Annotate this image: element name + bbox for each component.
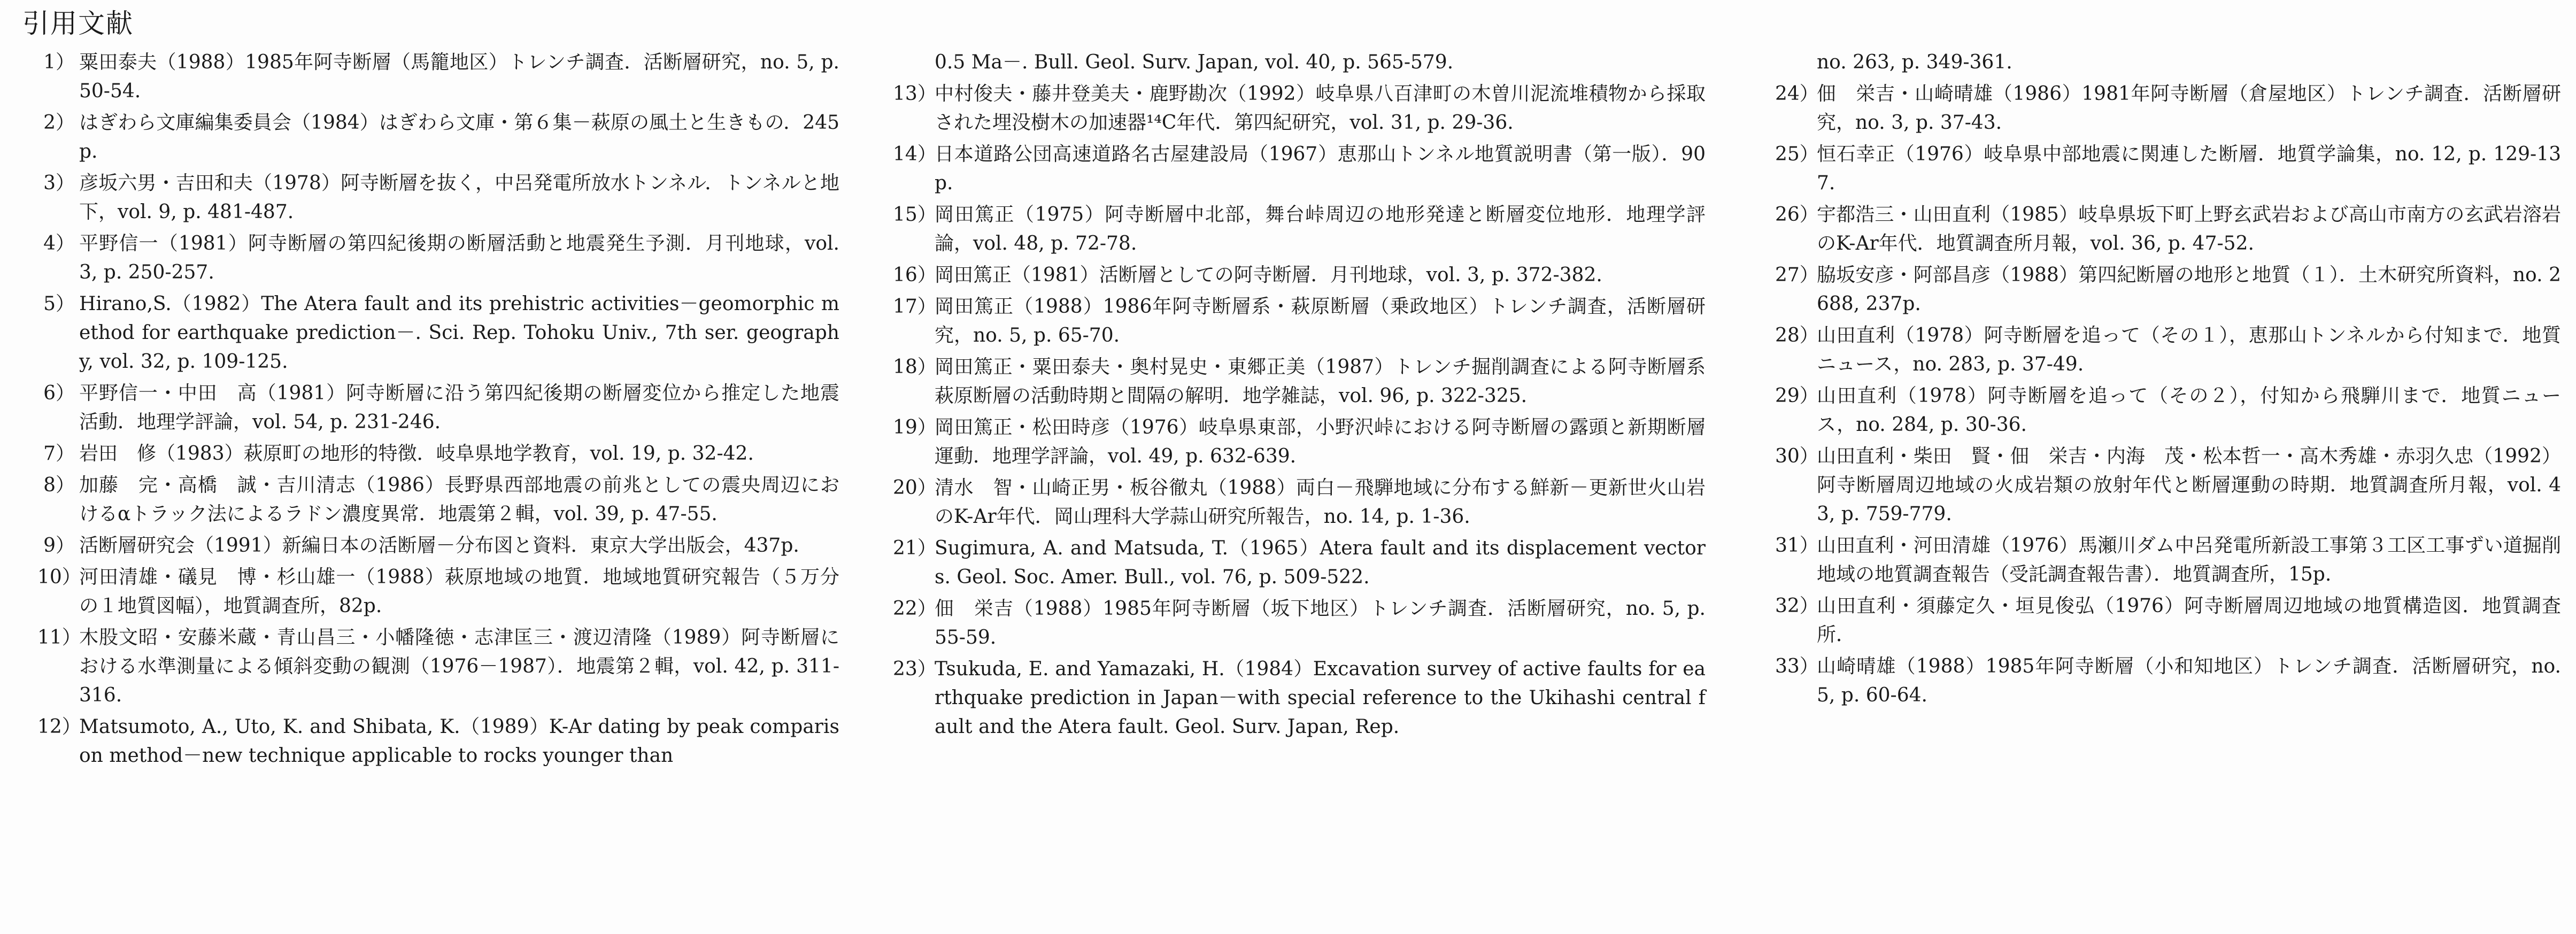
reference-entry	[37, 379, 839, 437]
reference-entry	[1775, 261, 2561, 319]
reference-entry	[37, 109, 839, 166]
reference-text: はぎわら文庫編集委員会（1984）はぎわら文庫・第６集－萩原の風土と生きもの．245p.	[79, 112, 840, 163]
reference-text: 平野信一（1981）阿寺断層の第四紀後期の断層活動と地震発生予測．月刊地球，vol. 3, p. 250-257.	[79, 233, 839, 283]
reference-text: 清水 智・山崎正男・板谷徹丸（1988）両白－飛騨地域に分布する鮮新－更新世火山岩のK-Ar年代．岡山理科大学蒜山研究所報告，no. 14, p. 1-36.	[935, 477, 1706, 528]
reference-number: 20）	[893, 477, 937, 499]
reference-number: 9）	[43, 535, 75, 557]
reference-text: 宇都浩三・山田直利（1985）岐阜県坂下町上野玄武岩および高山市南方の玄武岩溶岩のK-Ar年代．地質調査所月報，vol. 36, p. 47-52.	[1817, 204, 2561, 254]
reference-number: 3）	[43, 172, 75, 194]
reference-entry-continued	[1775, 48, 2561, 77]
reference-text: 加藤 完・高橋 誠・吉川清志（1986）長野県西部地震の前兆としての震央周辺におけるαトラック法によるラドン濃度異常．地震第２輯，vol. 39, p. 47-55.	[79, 474, 839, 525]
reference-text: Tsukuda, E. and Yamazaki, H.（1984）Excavation survey of active faults for earthquake prediction in Japan－with special reference to the Ukihashi central fault and the Atera fault. Geol. Surv. Japan, Rep.	[935, 658, 1706, 738]
reference-entry	[893, 353, 1706, 411]
reference-entry	[37, 290, 839, 376]
reference-number: 19）	[893, 416, 937, 438]
references-column-1	[37, 48, 839, 773]
reference-entry	[37, 439, 839, 468]
reference-text: no. 263, p. 349-361.	[1817, 51, 2012, 73]
reference-entry	[37, 229, 839, 287]
reference-entry	[37, 531, 839, 560]
reference-text: 恒石幸正（1976）岐阜県中部地震に関連した断層．地質学論集，no. 12, p. 129-137.	[1817, 143, 2561, 194]
reference-text: 岡田篤正（1988）1986年阿寺断層系・萩原断層（乗政地区）トレンチ調査，活断層研究，no. 5, p. 65-70.	[935, 296, 1706, 346]
reference-number: 32）	[1775, 595, 1819, 617]
reference-number: 18）	[893, 356, 937, 378]
reference-entry	[1775, 442, 2561, 529]
reference-entry	[893, 261, 1706, 290]
reference-text: 日本道路公団高速道路名古屋建設局（1967）恵那山トンネル地質説明書（第一版）．90p.	[935, 143, 1706, 194]
reference-entry-continued	[893, 48, 1706, 77]
reference-number: 8）	[43, 474, 75, 496]
reference-number: 2）	[43, 112, 75, 134]
reference-number: 25）	[1775, 143, 1819, 165]
reference-text: 木股文昭・安藤米蔵・青山昌三・小幡隆徳・志津匡三・渡辺清隆（1989）阿寺断層における水準測量による傾斜変動の観測（1976－1987）．地震第２輯，vol. 42, p. 311-316.	[79, 627, 839, 706]
reference-text: 0.5 Ma－. Bull. Geol. Surv. Japan, vol. 40, p. 565-579.	[935, 51, 1454, 73]
reference-number: 28）	[1775, 325, 1819, 346]
references-column-2	[893, 48, 1706, 744]
reference-number: 33）	[1775, 655, 1819, 677]
reference-text: 活断層研究会（1991）新編日本の活断層－分布図と資料．東京大学出版会，437p.	[79, 535, 799, 557]
reference-entry	[893, 200, 1706, 258]
reference-entry	[37, 623, 839, 710]
reference-entry	[893, 595, 1706, 652]
reference-number: 30）	[1775, 445, 1819, 467]
reference-number: 26）	[1775, 204, 1819, 226]
references-heading: 引用文献	[22, 8, 134, 39]
reference-number: 4）	[43, 233, 75, 254]
reference-entry	[37, 169, 839, 227]
reference-text: 彦坂六男・吉田和夫（1978）阿寺断層を抜く，中呂発電所放水トンネル．トンネルと地下，vol. 9, p. 481-487.	[79, 172, 839, 223]
reference-entry	[1775, 531, 2561, 589]
reference-entry	[1775, 652, 2561, 710]
reference-entry	[1775, 592, 2561, 650]
reference-entry	[1775, 200, 2561, 258]
reference-text: 河田清雄・礒見 博・杉山雄一（1988）萩原地域の地質．地域地質研究報告（５万分の１地質図幅），地質調査所，82p.	[79, 566, 839, 617]
reference-entry	[37, 471, 839, 529]
reference-number: 21）	[893, 537, 937, 559]
reference-entry	[1775, 80, 2561, 137]
reference-number: 7）	[43, 443, 75, 465]
reference-text: 佃 栄吉・山崎晴雄（1986）1981年阿寺断層（倉屋地区）トレンチ調査．活断層研究，no. 3, p. 37-43.	[1817, 83, 2561, 134]
reference-entry	[893, 474, 1706, 531]
reference-number: 1）	[43, 51, 75, 73]
reference-number: 10）	[37, 566, 81, 588]
reference-number: 12）	[37, 716, 81, 738]
reference-entry	[893, 80, 1706, 137]
reference-number: 15）	[893, 204, 937, 226]
reference-text: 岩田 修（1983）萩原町の地形的特徴．岐阜県地学教育，vol. 19, p. 32-42.	[79, 443, 754, 465]
reference-number: 6）	[43, 382, 75, 404]
reference-text: 山崎晴雄（1988）1985年阿寺断層（小和知地区）トレンチ調査．活断層研究，no. 5, p. 60-64.	[1817, 655, 2561, 706]
reference-entry	[1775, 321, 2561, 379]
reference-text: 平野信一・中田 高（1981）阿寺断層に沿う第四紀後期の断層変位から推定した地震活動．地理学評論，vol. 54, p. 231-246.	[79, 382, 839, 433]
reference-number: 29）	[1775, 385, 1819, 407]
references-column-3	[1775, 48, 2561, 713]
reference-text: 山田直利・須藤定久・垣見俊弘（1976）阿寺断層周辺地域の地質構造図．地質調査所．	[1817, 595, 2561, 646]
reference-text: Sugimura, A. and Matsuda, T.（1965）Atera fault and its displacement vectors. Geol. Soc. Amer. Bull., vol. 76, p. 509-522.	[935, 537, 1706, 588]
reference-number: 5）	[43, 293, 75, 315]
reference-text: 山田直利・柴田 賢・佃 栄吉・内海 茂・松本哲一・高木秀雄・赤羽久忠（1992）阿寺断層周辺地域の火成岩類の放射年代と断層運動の時期．地質調査所月報，vol. 43, p. 759-779.	[1817, 445, 2561, 525]
reference-number: 16）	[893, 264, 937, 286]
reference-entry	[893, 413, 1706, 471]
reference-text: 岡田篤正（1981）活断層としての阿寺断層．月刊地球，vol. 3, p. 372-382.	[935, 264, 1602, 286]
reference-entry	[1775, 382, 2561, 439]
reference-text: 山田直利（1978）阿寺断層を追って（その１），恵那山トンネルから付知まで．地質ニュース，no. 283, p. 37-49.	[1817, 325, 2561, 375]
reference-number: 11）	[37, 627, 81, 649]
reference-number: 17）	[893, 296, 937, 318]
reference-number: 27）	[1775, 264, 1819, 286]
reference-number: 14）	[893, 143, 937, 165]
reference-entry	[893, 534, 1706, 592]
reference-entry	[893, 655, 1706, 742]
reference-text: 岡田篤正・松田時彦（1976）岐阜県東部，小野沢峠における阿寺断層の露頭と新期断層運動．地理学評論，vol. 49, p. 632-639.	[935, 416, 1706, 467]
reference-entry	[893, 292, 1706, 350]
reference-entry	[37, 563, 839, 621]
reference-text: 脇坂安彦・阿部昌彦（1988）第四紀断層の地形と地質（１）．土木研究所資料，no. 2688, 237p.	[1817, 264, 2561, 315]
reference-text: 岡田篤正・粟田泰夫・奥村晃史・東郷正美（1987）トレンチ掘削調査による阿寺断層系萩原断層の活動時期と間隔の解明．地学雑誌，vol. 96, p. 322-325.	[935, 356, 1706, 407]
reference-entry	[1775, 140, 2561, 198]
reference-number: 24）	[1775, 83, 1819, 105]
reference-text: 粟田泰夫（1988）1985年阿寺断層（馬籠地区）トレンチ調査．活断層研究，no. 5, p. 50-54.	[79, 51, 839, 102]
reference-text: Matsumoto, A., Uto, K. and Shibata, K.（1989）K-Ar dating by peak comparison method－new technique applicable to rocks younger than	[79, 716, 839, 767]
reference-text: 山田直利（1978）阿寺断層を追って（その２），付知から飛騨川まで．地質ニュース，no. 284, p. 30-36.	[1817, 385, 2561, 436]
reference-text: 岡田篤正（1975）阿寺断層中北部，舞台峠周辺の地形発達と断層変位地形．地理学評論，vol. 48, p. 72-78.	[935, 204, 1706, 254]
reference-number: 22）	[893, 598, 937, 620]
reference-text: 山田直利・河田清雄（1976）馬瀬川ダム中呂発電所新設工事第３工区工事ずい道掘削地域の地質調査報告（受託調査報告書）．地質調査所，15p.	[1817, 535, 2561, 585]
reference-number: 23）	[893, 658, 937, 680]
reference-number: 13）	[893, 83, 937, 105]
reference-entry	[893, 140, 1706, 198]
reference-text: 中村俊夫・藤井登美夫・鹿野勘次（1992）岐阜県八百津町の木曽川泥流堆積物から採取された埋没樹木の加速器¹⁴C年代．第四紀研究，vol. 31, p. 29-36.	[935, 83, 1706, 134]
reference-entry	[37, 48, 839, 106]
reference-text: 佃 栄吉（1988）1985年阿寺断層（坂下地区）トレンチ調査．活断層研究，no. 5, p. 55-59.	[935, 598, 1706, 649]
reference-number: 31）	[1775, 535, 1819, 557]
reference-entry	[37, 713, 839, 770]
reference-text: Hirano,S.（1982）The Atera fault and its prehistric activities－geomorphic method for earthquake prediction－. Sci. Rep. Tohoku Univ., 7th ser. geography, vol. 32, p. 109-125.	[79, 293, 839, 373]
